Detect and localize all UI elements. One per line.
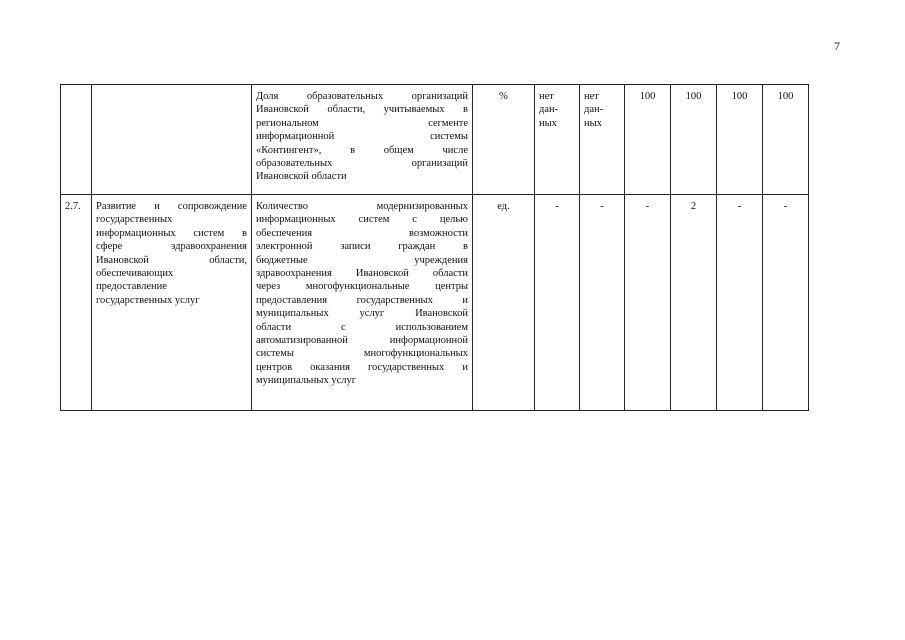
value-cell: нет дан- ных	[535, 85, 580, 195]
indicator-cell: Доля образовательных организаций Ивановской области, учитываемых в региональном сегменте информационной системы «Контингент», в общем числе образовательных организаций Ивановской области	[252, 85, 473, 195]
indicator-cell: Количество модернизированных информационных систем с целью обеспечения возможности электронной записи граждан в бюджетные учреждения здравоохранения Ивановской области через многофункциональные центры предоставления государственных и муниципальных услуг Ивановской области с использованием автоматизированной информационной системы многофункциональных центров оказания государственных и муниципальных услуг	[252, 195, 473, 411]
table-row	[61, 195, 809, 411]
value-cell: 100	[671, 85, 717, 195]
table-row	[61, 85, 809, 195]
value-cell: 100	[717, 85, 763, 195]
value-cell: нет дан- ных	[580, 85, 625, 195]
value-cell: -	[717, 195, 763, 411]
value-cell: 100	[625, 85, 671, 195]
row-number-cell	[61, 85, 92, 195]
value-cell: 100	[763, 85, 809, 195]
page-number: 7	[834, 39, 840, 53]
value-cell: -	[625, 195, 671, 411]
measure-name-cell	[92, 85, 252, 195]
value-cell: -	[580, 195, 625, 411]
value-cell: 2	[671, 195, 717, 411]
row-number-cell: 2.7.	[61, 195, 92, 411]
measure-name-cell: Развитие и сопровождение государственных информационных систем в сфере здравоохранения Ивановской области, обеспечивающих предоставление государственных услуг	[92, 195, 252, 411]
value-cell: -	[763, 195, 809, 411]
unit-cell: %	[473, 85, 535, 195]
unit-cell: ед.	[473, 195, 535, 411]
indicator-table	[60, 84, 809, 411]
value-cell: -	[535, 195, 580, 411]
